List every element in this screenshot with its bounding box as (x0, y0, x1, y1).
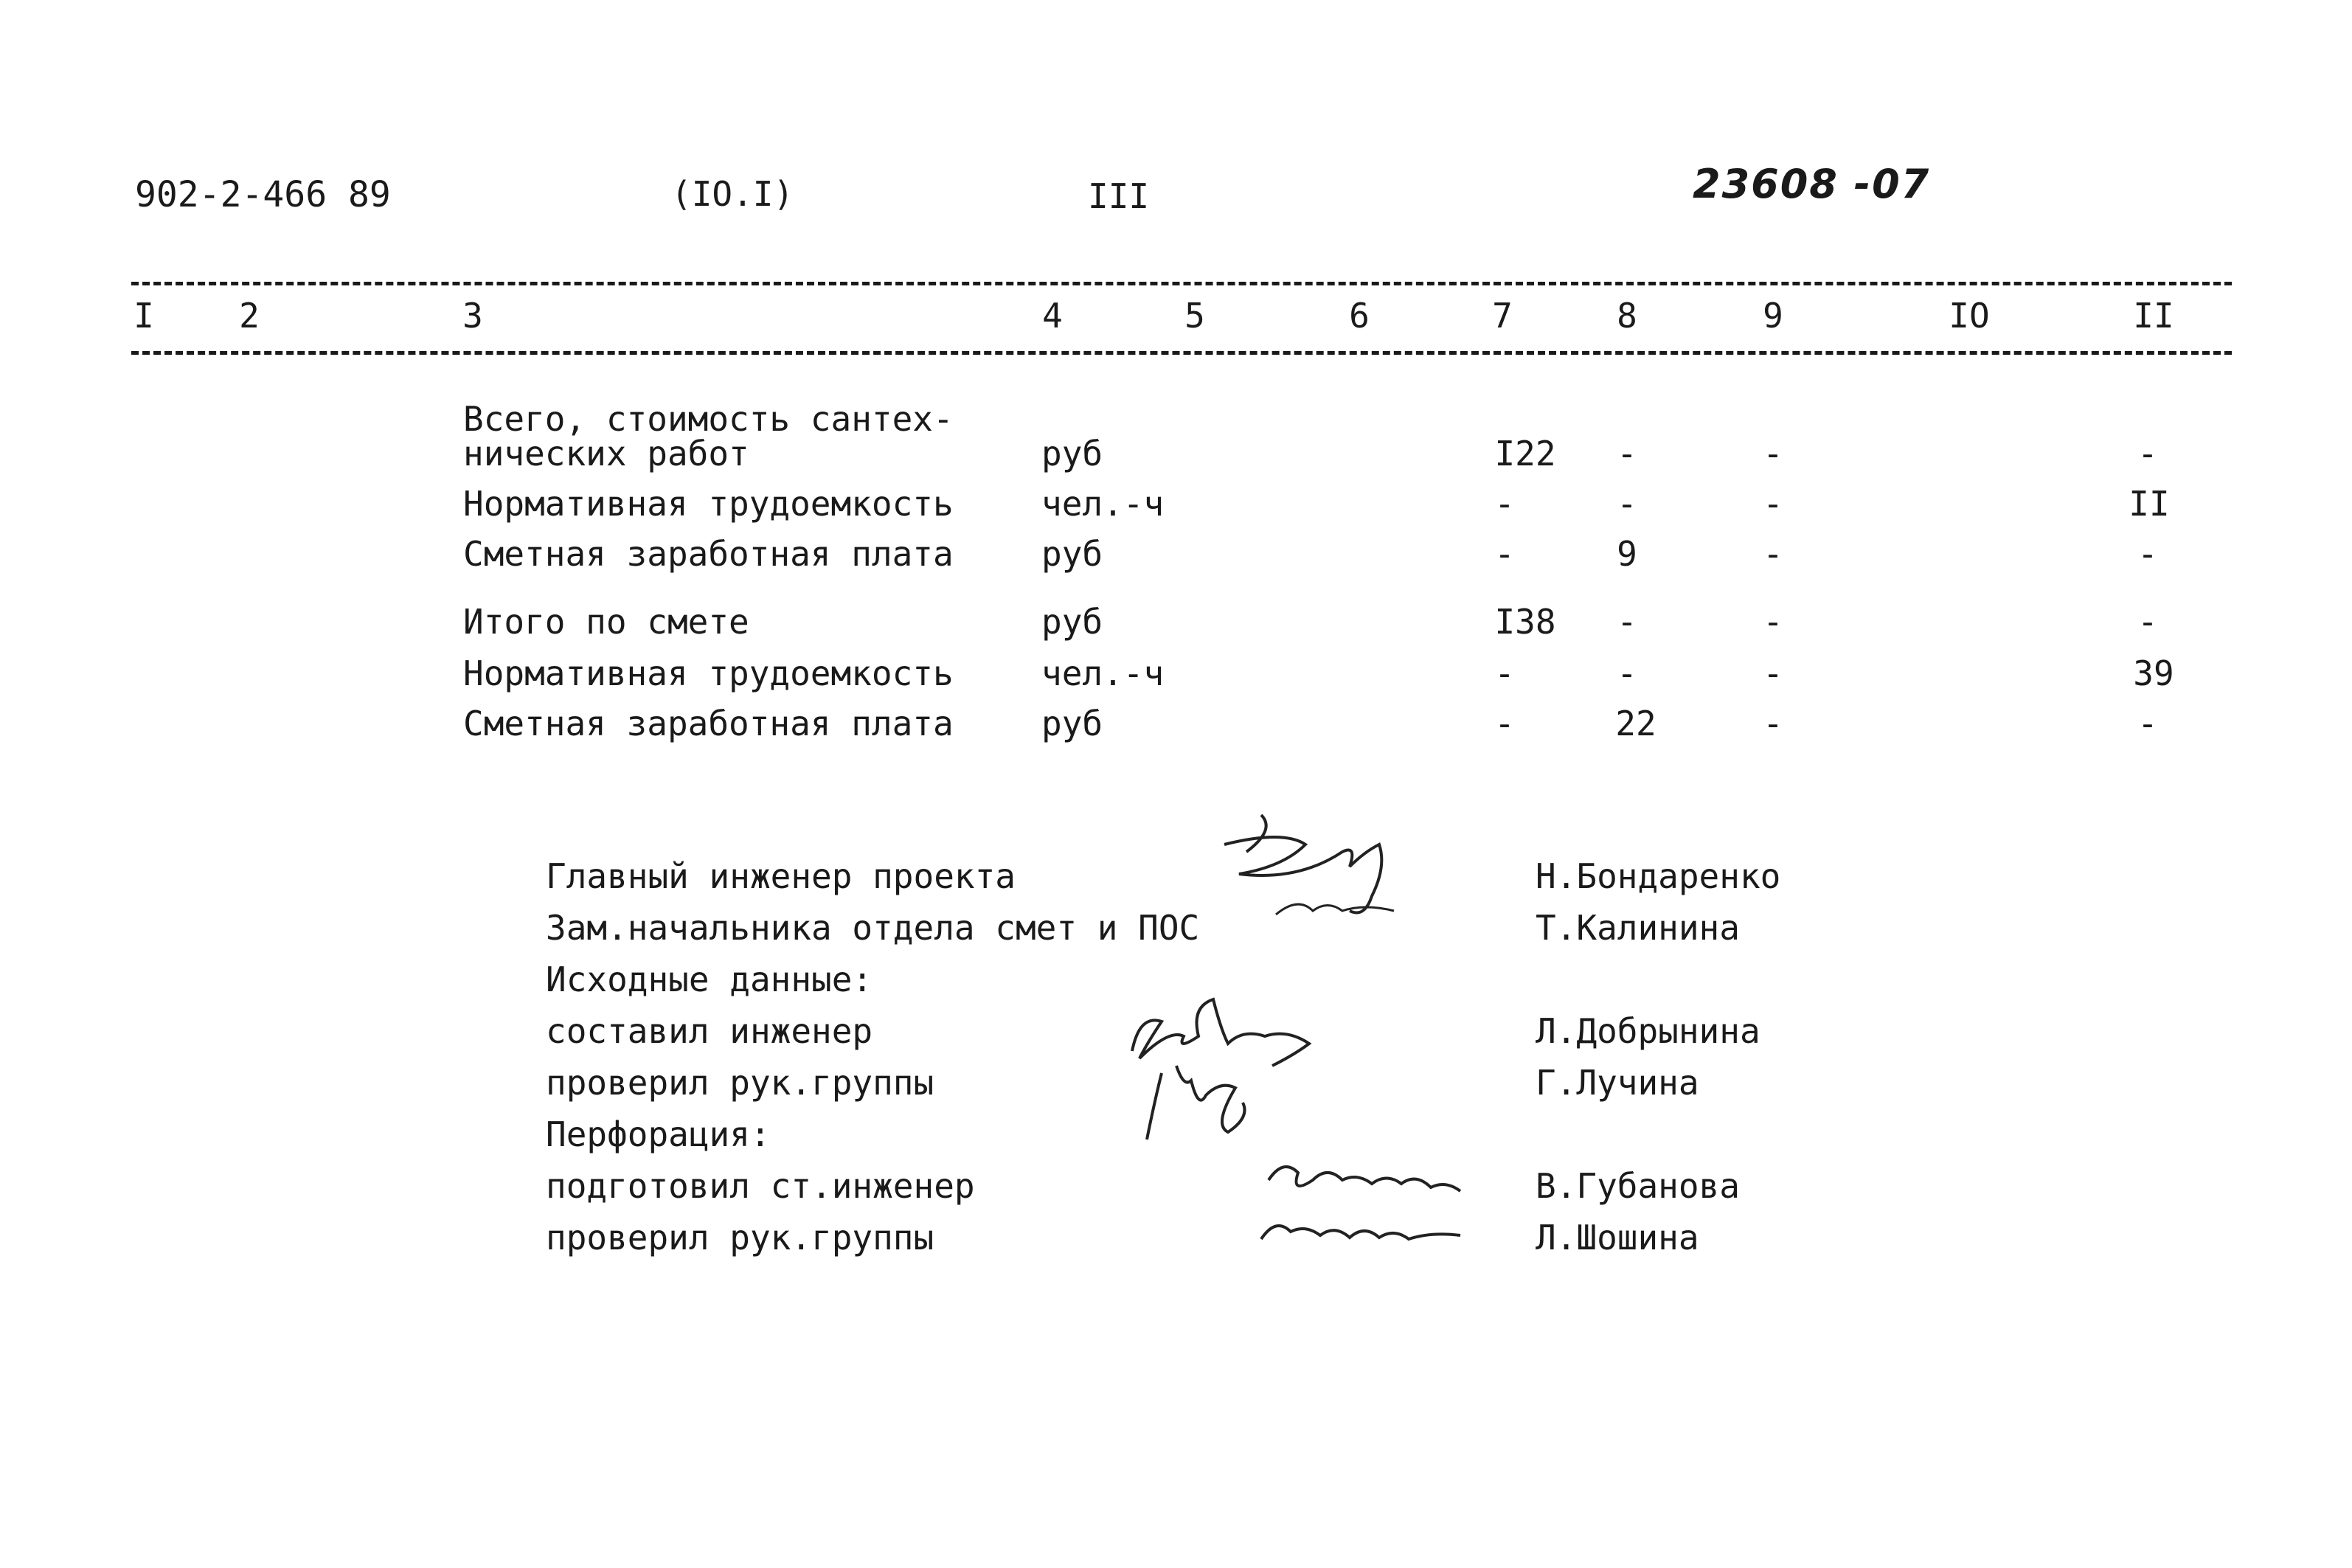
column-header-9: 9 (1763, 296, 1783, 336)
signatory-name: Л.Добрынина (1536, 1011, 1760, 1051)
column-header-5: 5 (1184, 296, 1205, 336)
row-unit: руб (1041, 534, 1103, 574)
section-number: (IO.I) (671, 174, 794, 214)
column-header-1: I (133, 296, 154, 336)
column-header-4: 4 (1042, 296, 1063, 336)
row-cell-col11: - (2137, 602, 2158, 642)
row-cell-col11: - (2137, 704, 2158, 743)
row-cell-col9: - (1763, 704, 1783, 743)
column-header-3: 3 (462, 296, 483, 336)
signatory-role: составил инженер (546, 1011, 873, 1051)
signatory-role: Исходные данные: (546, 960, 873, 999)
row-cell-col8: 22 (1615, 704, 1657, 743)
row-cell-col9: - (1763, 602, 1783, 642)
row-unit: чел.-ч (1041, 653, 1165, 693)
row-label: Всего, стоимость сантех- (463, 399, 954, 439)
row-cell-col7: - (1494, 484, 1515, 524)
row-cell-col8: - (1617, 434, 1637, 473)
signatory-role: проверил рук.группы (546, 1063, 934, 1103)
column-header-11: II (2133, 296, 2174, 336)
signatory-role: Главный инженер проекта (546, 856, 1016, 896)
row-label: Итого по смете (463, 602, 749, 642)
row-unit: руб (1041, 434, 1103, 473)
header-bottom-rule (131, 351, 2232, 355)
signatory-role: Зам.начальника отдела смет и ПОС (546, 908, 1200, 948)
signatory-role: Перфорация: (546, 1114, 771, 1154)
reference-number: 23608 -07 (1693, 161, 1931, 207)
row-label: нических работ (463, 434, 749, 473)
signatory-name: Т.Калинина (1536, 908, 1740, 948)
handwritten-signature (1254, 1151, 1490, 1276)
handwritten-signature (1195, 800, 1431, 933)
row-label: Нормативная трудоемкость (463, 484, 954, 524)
column-header-8: 8 (1617, 296, 1637, 336)
row-label: Сметная заработная плата (463, 534, 954, 574)
row-cell-col7: - (1494, 704, 1515, 743)
row-cell-col8: - (1617, 602, 1637, 642)
row-cell-col9: - (1763, 653, 1783, 693)
row-label: Нормативная трудоемкость (463, 653, 954, 693)
row-cell-col11: II (2129, 484, 2170, 524)
row-cell-col11: 39 (2133, 653, 2174, 693)
row-cell-col7: I22 (1494, 434, 1556, 473)
row-cell-col9: - (1763, 434, 1783, 473)
row-cell-col8: - (1617, 653, 1637, 693)
signatory-name: Л.Шошина (1536, 1218, 1699, 1257)
signatory-role: подготовил ст.инженер (546, 1166, 975, 1206)
column-header-2: 2 (239, 296, 260, 336)
row-cell-col8: 9 (1617, 534, 1637, 574)
row-cell-col11: - (2137, 434, 2158, 473)
signatory-name: Г.Лучина (1536, 1063, 1699, 1103)
column-header-10: IO (1949, 296, 1990, 336)
row-cell-col11: - (2137, 534, 2158, 574)
row-unit: чел.-ч (1041, 484, 1165, 524)
row-label: Сметная заработная плата (463, 704, 954, 743)
signatory-name: В.Губанова (1536, 1166, 1740, 1206)
signatory-name: Н.Бондаренко (1536, 856, 1781, 896)
column-header-7: 7 (1492, 296, 1513, 336)
signatory-role: проверил рук.группы (546, 1218, 934, 1257)
row-cell-col9: - (1763, 484, 1783, 524)
column-header-6: 6 (1349, 296, 1370, 336)
row-cell-col7: - (1494, 653, 1515, 693)
page-number: III (1088, 176, 1150, 216)
row-cell-col8: - (1617, 484, 1637, 524)
document-code: 902-2-466 89 (135, 174, 391, 215)
row-cell-col7: I38 (1494, 602, 1556, 642)
row-unit: руб (1041, 602, 1103, 642)
row-unit: руб (1041, 704, 1103, 743)
row-cell-col9: - (1763, 534, 1783, 574)
header-top-rule (131, 282, 2232, 285)
row-cell-col7: - (1494, 534, 1515, 574)
